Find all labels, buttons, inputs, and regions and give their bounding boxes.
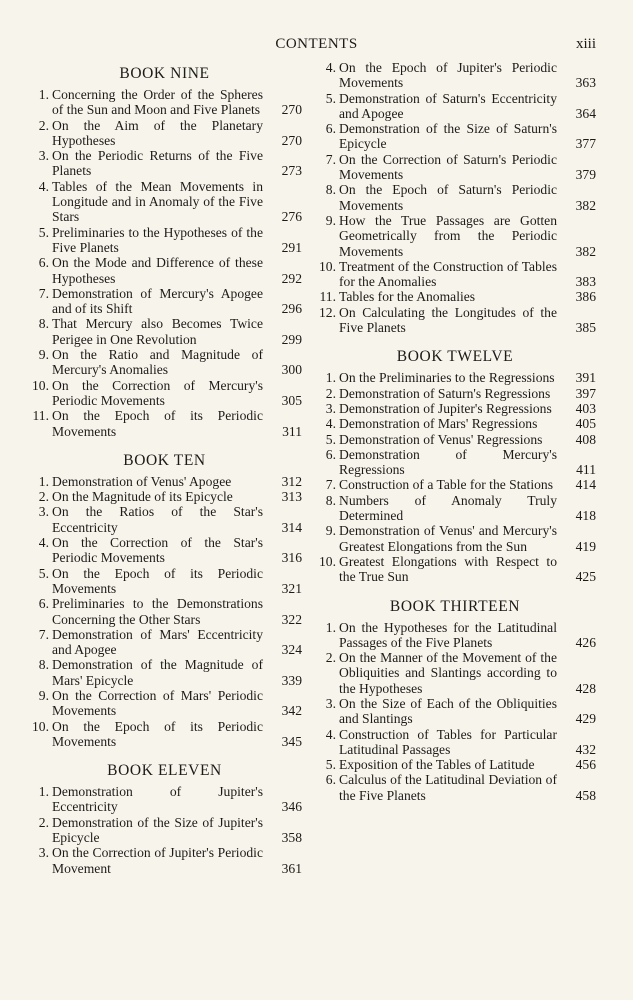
chapter-title: On the Correction of Jupiter's Periodic Movement <box>52 845 263 876</box>
chapter-title: On the Epoch of its Periodic Movements <box>52 565 263 596</box>
chapter-number: 3. <box>325 400 336 416</box>
toc-entry <box>27 719 302 750</box>
page-reference: 300 <box>281 362 302 378</box>
toc-entry <box>314 447 596 478</box>
chapter-title: On the Correction of the Star's Periodic Movements <box>52 535 263 566</box>
toc-entry <box>27 225 302 256</box>
page-reference: 405 <box>575 416 596 432</box>
toc-entry <box>27 316 302 347</box>
toc-entry <box>27 148 302 179</box>
chapter-title: On the Correction of Saturn's Periodic Movements <box>339 151 557 183</box>
chapter-title: How the True Passages are Gotten Geometrically from the Periodic Movements <box>339 212 557 259</box>
book-heading: BOOK THIRTEEN <box>389 597 521 615</box>
chapter-number: 8. <box>325 492 336 508</box>
chapter-title: Construction of Tables for Particular Latitudinal Passages <box>339 726 557 757</box>
chapter-title: On the Hypotheses for the Latitudinal Passages of the Five Planets <box>339 619 557 650</box>
toc-entry <box>27 627 302 658</box>
chapter-title: Demonstration of the Magnitude of Mars' Epicycle <box>52 657 263 688</box>
chapter-title: On the Mode and Difference of these Hypotheses <box>52 255 263 286</box>
chapter-title: On Calculating the Longitudes of the Five Planets <box>339 304 557 336</box>
toc-entry <box>314 757 596 772</box>
chapter-title: On the Periodic Returns of the Five Planets <box>52 148 263 179</box>
chapter-number: 10. <box>319 258 336 274</box>
book-heading: BOOK ELEVEN <box>107 762 222 780</box>
chapter-number: 2. <box>325 650 336 666</box>
chapter-number: 10. <box>319 553 336 569</box>
chapter-number: 8. <box>38 316 49 332</box>
page-reference: 339 <box>281 672 302 688</box>
page-reference: 414 <box>575 477 596 493</box>
toc-entry <box>27 87 302 118</box>
toc-entry <box>27 504 302 535</box>
chapter-title: Tables of the Mean Movements in Longitude and in Anomaly of the Five Stars <box>52 178 263 225</box>
chapter-number: 9. <box>325 523 336 539</box>
chapter-number: 11. <box>319 289 336 305</box>
page-reference: 273 <box>281 163 302 179</box>
book-section <box>27 447 302 749</box>
toc-entry <box>314 772 596 803</box>
page-reference: 311 <box>282 423 302 439</box>
page-reference: 382 <box>575 197 596 213</box>
chapter-title: On the Epoch of Jupiter's Periodic Movements <box>339 60 557 91</box>
chapter-number: 1. <box>38 473 49 489</box>
chapter-number: 1. <box>38 87 49 102</box>
chapter-number: 11. <box>32 408 49 424</box>
book-section <box>314 343 596 584</box>
chapter-title: On the Epoch of Saturn's Periodic Movements <box>339 182 557 213</box>
chapter-number: 5. <box>38 565 49 581</box>
book-heading: BOOK TWELVE <box>396 348 514 366</box>
chapter-number: 3. <box>325 695 336 711</box>
toc-entry <box>314 523 596 554</box>
chapter-title: On the Aim of the Planetary Hypotheses <box>52 117 263 148</box>
chapter-number: 7. <box>38 626 49 642</box>
toc-entry <box>27 688 302 719</box>
chapter-title: On the Magnitude of its Epicycle <box>52 489 233 505</box>
toc-entry <box>314 305 596 336</box>
page-reference: 361 <box>281 860 302 876</box>
chapter-number: 5. <box>38 224 49 240</box>
chapter-number: 4. <box>325 60 336 75</box>
chapter-number: 6. <box>325 772 336 788</box>
chapter-title: Numbers of Anomaly Truly Determined <box>339 492 557 524</box>
chapter-title: Greatest Elongations with Respect to the True Sun <box>339 553 557 585</box>
page-reference: 377 <box>575 136 596 152</box>
page-reference: 382 <box>575 243 596 259</box>
chapter-number: 6. <box>38 596 49 612</box>
chapter-title: Demonstration of the Size of Saturn's Epicycle <box>339 121 557 152</box>
chapter-title: Preliminaries to the Hypotheses of the Five Planets <box>52 224 263 255</box>
chapter-number: 3. <box>38 148 49 164</box>
page-reference: 397 <box>575 385 596 401</box>
chapter-number: 7. <box>325 477 336 493</box>
chapter-title: Preliminaries to the Demonstrations Concerning the Other Stars <box>52 596 263 627</box>
page-reference: 363 <box>575 75 596 91</box>
toc-entry <box>27 535 302 566</box>
toc-entry <box>27 845 302 876</box>
book-section <box>27 757 302 876</box>
chapter-title: On the Epoch of its Periodic Movements <box>52 408 263 439</box>
chapter-title: On the Correction of Mercury's Periodic Movements <box>52 377 263 408</box>
page-reference: 291 <box>281 239 302 255</box>
page-reference: 316 <box>281 550 302 566</box>
toc-entry <box>314 213 596 259</box>
chapter-number: 8. <box>38 657 49 673</box>
toc-entry <box>314 152 596 183</box>
toc-entry <box>27 286 302 317</box>
chapter-title: Construction of a Table for the Stations <box>339 477 553 493</box>
page-title: CONTENTS <box>275 36 358 52</box>
toc-entry <box>314 554 596 585</box>
book-heading: BOOK NINE <box>119 65 210 82</box>
chapter-number: 2. <box>38 814 49 830</box>
page-reference: 403 <box>575 400 596 416</box>
toc-entry <box>27 347 302 378</box>
chapter-number: 2. <box>38 117 49 133</box>
chapter-number: 6. <box>325 121 336 137</box>
page-reference: 429 <box>575 711 596 727</box>
chapter-title: Demonstration of Mars' Eccentricity and Apogee <box>52 626 263 658</box>
page-reference: 314 <box>281 519 302 535</box>
chapter-title: Demonstration of the Size of Jupiter's Epicycle <box>52 814 263 846</box>
chapter-title: On the Preliminaries to the Regressions <box>339 370 555 386</box>
chapter-number: 5. <box>325 431 336 447</box>
page-reference: 419 <box>575 538 596 554</box>
right-column <box>314 60 596 803</box>
toc-entry <box>314 91 596 122</box>
chapter-title: That Mercury also Becomes Twice Perigee in One Revolution <box>52 316 263 347</box>
chapter-number: 4. <box>38 178 49 194</box>
page-reference: 276 <box>281 209 302 225</box>
toc-entry <box>314 259 596 290</box>
chapter-title: On the Epoch of its Periodic Movements <box>52 718 263 749</box>
chapter-title: On the Size of Each of the Obliquities and Slantings <box>339 695 557 727</box>
toc-entry <box>314 727 596 758</box>
page-header <box>0 36 633 56</box>
chapter-title: Demonstration of Mercury's Regressions <box>339 446 557 478</box>
chapter-number: 4. <box>325 416 336 432</box>
chapter-number: 7. <box>325 151 336 167</box>
toc-entry <box>314 477 596 492</box>
toc-entry <box>27 255 302 286</box>
page-reference: 426 <box>575 634 596 650</box>
page-reference: 385 <box>575 320 596 336</box>
page-reference: 456 <box>575 757 596 773</box>
page-reference: 324 <box>281 642 302 658</box>
toc-entry <box>27 118 302 149</box>
toc-entry <box>27 566 302 597</box>
toc-entry <box>314 432 596 447</box>
chapter-title: Demonstration of Saturn's Regressions <box>339 385 551 401</box>
page-reference: 364 <box>575 105 596 121</box>
page-reference: 345 <box>281 733 302 749</box>
toc-entry <box>314 182 596 213</box>
toc-entry <box>27 179 302 225</box>
chapter-title: Demonstration of Saturn's Eccentricity and Apogee <box>339 90 557 121</box>
toc-entry <box>27 815 302 846</box>
chapter-title: Demonstration of Venus' Regressions <box>339 431 543 447</box>
book-section <box>314 593 596 804</box>
page-reference: 299 <box>281 331 302 347</box>
toc-entry <box>27 657 302 688</box>
page-reference: 386 <box>575 289 596 305</box>
chapter-number: 9. <box>325 212 336 228</box>
page-reference: 270 <box>281 102 302 118</box>
toc-entry <box>314 60 596 91</box>
page-reference: 313 <box>281 489 302 505</box>
chapter-number: 7. <box>38 285 49 301</box>
left-column <box>27 60 302 876</box>
chapter-number: 5. <box>325 90 336 106</box>
toc-entry <box>314 696 596 727</box>
page-reference: 432 <box>575 741 596 757</box>
toc-entry <box>314 386 596 401</box>
chapter-title: On the Ratios of the Star's Eccentricity <box>52 504 263 535</box>
chapter-number: 5. <box>325 757 336 773</box>
chapter-title: Demonstration of Venus' and Mercury's Greatest Elongations from the Sun <box>339 523 557 554</box>
page-reference: 391 <box>575 370 596 386</box>
chapter-number: 12. <box>319 304 336 320</box>
page-reference: 342 <box>281 703 302 719</box>
page-reference: 270 <box>281 132 302 148</box>
chapter-title: On the Manner of the Movement of the Obliquities and Slantings according to the Hypotheses <box>339 650 557 696</box>
toc-entry <box>27 474 302 489</box>
chapter-title: Demonstration of Jupiter's Eccentricity <box>52 784 263 815</box>
chapter-title: Demonstration of Jupiter's Regressions <box>339 400 552 416</box>
book-section <box>27 60 302 439</box>
chapter-title: Demonstration of Mars' Regressions <box>339 416 538 432</box>
page-reference: 358 <box>281 830 302 846</box>
page-reference: 425 <box>575 569 596 585</box>
chapter-number: 6. <box>38 255 49 271</box>
book-heading: BOOK TEN <box>123 451 206 469</box>
toc-entry <box>314 416 596 431</box>
chapter-number: 8. <box>325 182 336 198</box>
chapter-number: 1. <box>325 619 336 635</box>
chapter-title: Treatment of the Construction of Tables for the Anomalies <box>339 258 557 290</box>
toc-entry <box>27 408 302 439</box>
page-reference: 408 <box>575 431 596 447</box>
toc-entry <box>314 620 596 651</box>
chapter-title: Tables for the Anomalies <box>339 289 476 305</box>
toc-entry <box>27 596 302 627</box>
chapter-number: 1. <box>325 370 336 386</box>
page-reference: 305 <box>281 392 302 408</box>
chapter-number: 9. <box>38 347 49 363</box>
chapter-number: 1. <box>38 784 49 800</box>
page-number: xiii <box>575 36 596 52</box>
chapter-title: Calculus of the Latitudinal Deviation of the Five Planets <box>339 772 557 803</box>
toc-entry <box>314 493 596 524</box>
book-section <box>314 60 596 335</box>
toc-entry <box>314 370 596 385</box>
page-reference: 296 <box>281 301 302 317</box>
page-reference: 292 <box>281 270 302 286</box>
page-reference: 418 <box>575 508 596 524</box>
chapter-title: Concerning the Order of the Spheres of the Sun and Moon and Five Planets <box>52 87 263 118</box>
chapter-number: 4. <box>325 726 336 742</box>
page-reference: 321 <box>281 580 302 596</box>
toc-entry <box>27 378 302 409</box>
toc-entry <box>314 121 596 152</box>
chapter-number: 10. <box>32 718 49 734</box>
page-reference: 379 <box>575 167 596 183</box>
chapter-number: 9. <box>38 687 49 703</box>
toc-entry <box>27 784 302 815</box>
chapter-number: 2. <box>325 385 336 401</box>
page-reference: 346 <box>281 799 302 815</box>
page-reference: 428 <box>575 680 596 696</box>
toc-entry <box>314 289 596 304</box>
toc-entry <box>314 401 596 416</box>
chapter-title: Demonstration of Venus' Apogee <box>52 473 232 489</box>
chapter-title: Exposition of the Tables of Latitude <box>339 757 535 773</box>
toc-entry <box>27 489 302 504</box>
page-reference: 458 <box>575 787 596 803</box>
chapter-number: 2. <box>38 489 49 505</box>
page-reference: 383 <box>575 274 596 290</box>
chapter-number: 3. <box>38 845 49 861</box>
chapter-number: 6. <box>325 446 336 462</box>
chapter-number: 10. <box>32 377 49 393</box>
chapter-number: 3. <box>38 504 49 520</box>
page-reference: 322 <box>281 611 302 627</box>
toc-entry <box>314 650 596 696</box>
chapter-title: Demonstration of Mercury's Apogee and of its Shift <box>52 285 263 317</box>
chapter-title: On the Correction of Mars' Periodic Movements <box>52 687 263 719</box>
page-reference: 312 <box>281 473 302 489</box>
chapter-number: 4. <box>38 535 49 551</box>
chapter-title: On the Ratio and Magnitude of Mercury's Anomalies <box>52 347 263 378</box>
page-reference: 411 <box>576 462 596 478</box>
